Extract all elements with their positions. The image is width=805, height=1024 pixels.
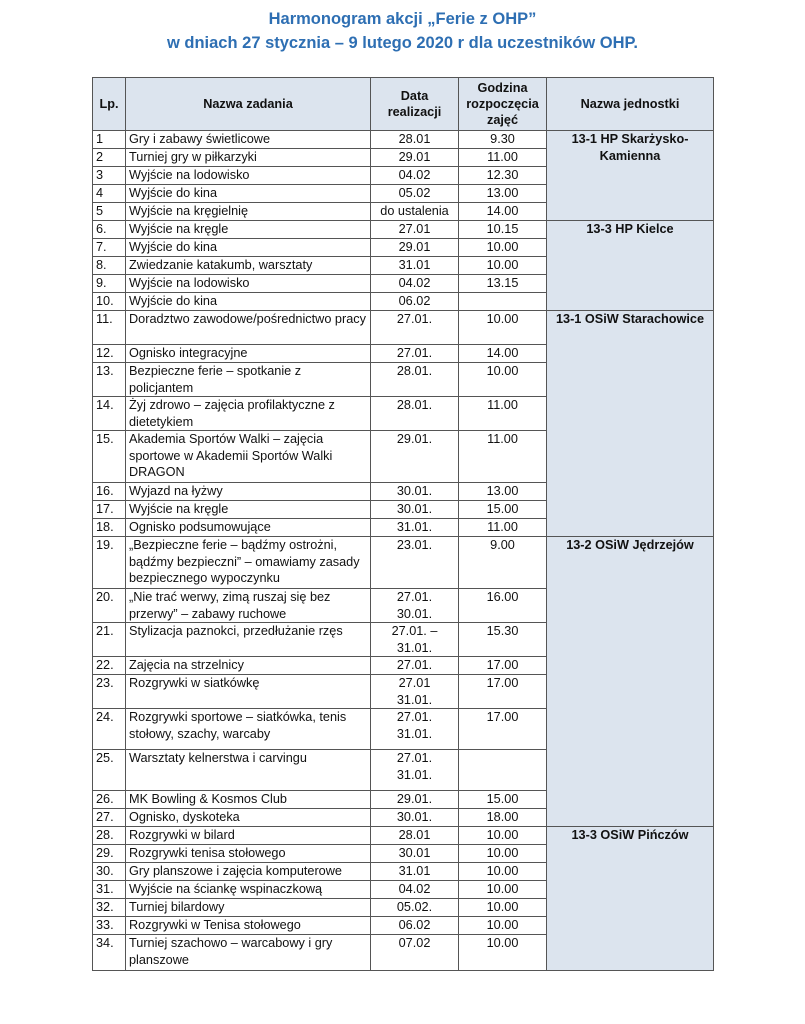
start-time: 16.00 <box>459 589 547 623</box>
start-time <box>459 293 547 311</box>
header-row <box>93 78 714 131</box>
schedule-table <box>92 77 714 971</box>
header-lp: Lp. <box>93 78 126 131</box>
task-name: Wyjście na kręgle <box>126 221 371 239</box>
document-title-line-2: w dniach 27 stycznia – 9 lutego 2020 r dla uczestników OHP. <box>166 34 639 52</box>
task-name: Wyjście do kina <box>126 185 371 203</box>
date: 28.01. <box>371 397 459 431</box>
start-time: 18.00 <box>459 809 547 827</box>
start-time: 17.00 <box>459 709 547 750</box>
row-number: 33. <box>93 917 126 935</box>
task-name: „Bezpieczne ferie – bądźmy ostrożni, bądźmy bezpieczni” – omawiamy zasady bezpiecznego wypoczynku <box>126 537 371 589</box>
unit-name: 13-1 OSiW Starachowice <box>547 311 714 537</box>
task-name: Żyj zdrowo – zajęcia profilaktyczne z dietetykiem <box>126 397 371 431</box>
date: 27.01. 30.01. <box>371 589 459 623</box>
date: 27.01 <box>371 221 459 239</box>
task-name: Stylizacja paznokci, przedłużanie rzęs <box>126 623 371 657</box>
date: 27.01. <box>371 345 459 363</box>
task-name: Turniej szachowo – warcabowy i gry planszowe <box>126 935 371 971</box>
start-time: 11.00 <box>459 149 547 167</box>
table-row <box>93 221 714 239</box>
start-time: 10.00 <box>459 311 547 345</box>
task-name: Warsztaty kelnerstwa i carvingu <box>126 750 371 791</box>
start-time: 10.00 <box>459 239 547 257</box>
start-time: 10.00 <box>459 881 547 899</box>
task-name: Doradztwo zawodowe/pośrednictwo pracy <box>126 311 371 345</box>
header-task-name: Nazwa zadania <box>126 78 371 131</box>
row-number: 15. <box>93 431 126 483</box>
row-number: 28. <box>93 827 126 845</box>
start-time: 15.00 <box>459 791 547 809</box>
table-row <box>93 827 714 845</box>
row-number: 4 <box>93 185 126 203</box>
start-time: 10.00 <box>459 863 547 881</box>
row-number: 30. <box>93 863 126 881</box>
task-name: „Nie trać werwy, zimą ruszaj się bez przerwy” – zabawy ruchowe <box>126 589 371 623</box>
task-name: MK Bowling & Kosmos Club <box>126 791 371 809</box>
task-name: Bezpieczne ferie – spotkanie z policjantem <box>126 363 371 397</box>
date: 30.01. <box>371 501 459 519</box>
task-name: Wyjście na lodowisko <box>126 167 371 185</box>
row-number: 23. <box>93 675 126 709</box>
task-name: Rozgrywki tenisa stołowego <box>126 845 371 863</box>
task-name: Wyjście do kina <box>126 239 371 257</box>
task-name: Turniej gry w piłkarzyki <box>126 149 371 167</box>
start-time: 10.00 <box>459 935 547 971</box>
task-name: Gry planszowe i zajęcia komputerowe <box>126 863 371 881</box>
start-time: 13.00 <box>459 483 547 501</box>
row-number: 3 <box>93 167 126 185</box>
date: do ustalenia <box>371 203 459 221</box>
start-time: 13.00 <box>459 185 547 203</box>
start-time: 9.30 <box>459 131 547 149</box>
row-number: 12. <box>93 345 126 363</box>
start-time: 11.00 <box>459 431 547 483</box>
task-name: Rozgrywki w siatkówkę <box>126 675 371 709</box>
start-time: 10.15 <box>459 221 547 239</box>
row-number: 16. <box>93 483 126 501</box>
row-number: 27. <box>93 809 126 827</box>
task-name: Rozgrywki w bilard <box>126 827 371 845</box>
date: 27.01. 31.01. <box>371 709 459 750</box>
date: 07.02 <box>371 935 459 971</box>
start-time: 13.15 <box>459 275 547 293</box>
date: 05.02 <box>371 185 459 203</box>
date: 30.01. <box>371 483 459 501</box>
task-name: Wyjście do kina <box>126 293 371 311</box>
start-time: 10.00 <box>459 257 547 275</box>
task-name: Zwiedzanie katakumb, warsztaty <box>126 257 371 275</box>
start-time: 10.00 <box>459 845 547 863</box>
start-time: 12.30 <box>459 167 547 185</box>
date: 06.02 <box>371 293 459 311</box>
table-row <box>93 131 714 149</box>
row-number: 21. <box>93 623 126 657</box>
date: 31.01. <box>371 519 459 537</box>
date: 04.02 <box>371 167 459 185</box>
header-start-time: Godzina rozpoczęcia zajęć <box>459 78 547 131</box>
start-time: 9.00 <box>459 537 547 589</box>
row-number: 8. <box>93 257 126 275</box>
task-name: Wyjście na ściankę wspinaczkową <box>126 881 371 899</box>
date: 04.02 <box>371 275 459 293</box>
row-number: 34. <box>93 935 126 971</box>
task-name: Akademia Sportów Walki – zajęcia sportowe w Akademii Sportów Walki DRAGON <box>126 431 371 483</box>
unit-name: 13-3 HP Kielce <box>547 221 714 311</box>
row-number: 11. <box>93 311 126 345</box>
date: 29.01. <box>371 791 459 809</box>
row-number: 10. <box>93 293 126 311</box>
start-time: 15.30 <box>459 623 547 657</box>
row-number: 13. <box>93 363 126 397</box>
row-number: 14. <box>93 397 126 431</box>
header-date: Data realizacji <box>371 78 459 131</box>
task-name: Gry i zabawy świetlicowe <box>126 131 371 149</box>
row-number: 31. <box>93 881 126 899</box>
task-name: Turniej bilardowy <box>126 899 371 917</box>
unit-name: 13-3 OSiW Pińczów <box>547 827 714 971</box>
start-time: 10.00 <box>459 899 547 917</box>
row-number: 5 <box>93 203 126 221</box>
row-number: 2 <box>93 149 126 167</box>
task-name: Rozgrywki w Tenisa stołowego <box>126 917 371 935</box>
start-time: 15.00 <box>459 501 547 519</box>
date: 30.01 <box>371 845 459 863</box>
row-number: 20. <box>93 589 126 623</box>
schedule-body <box>93 131 714 971</box>
date: 06.02 <box>371 917 459 935</box>
start-time: 17.00 <box>459 657 547 675</box>
date: 30.01. <box>371 809 459 827</box>
row-number: 7. <box>93 239 126 257</box>
row-number: 22. <box>93 657 126 675</box>
task-name: Wyjście na kręgielnię <box>126 203 371 221</box>
date: 31.01 <box>371 863 459 881</box>
date: 29.01 <box>371 239 459 257</box>
date: 27.01. <box>371 311 459 345</box>
task-name: Rozgrywki sportowe – siatkówka, tenis stołowy, szachy, warcaby <box>126 709 371 750</box>
date: 27.01. – 31.01. <box>371 623 459 657</box>
table-row <box>93 311 714 345</box>
date: 23.01. <box>371 537 459 589</box>
start-time <box>459 750 547 791</box>
start-time: 11.00 <box>459 519 547 537</box>
row-number: 17. <box>93 501 126 519</box>
date: 04.02 <box>371 881 459 899</box>
date: 27.01 31.01. <box>371 675 459 709</box>
date: 27.01. 31.01. <box>371 750 459 791</box>
date: 05.02. <box>371 899 459 917</box>
date: 28.01 <box>371 131 459 149</box>
row-number: 6. <box>93 221 126 239</box>
start-time: 14.00 <box>459 345 547 363</box>
row-number: 18. <box>93 519 126 537</box>
task-name: Wyjście na kręgle <box>126 501 371 519</box>
date: 28.01. <box>371 363 459 397</box>
row-number: 19. <box>93 537 126 589</box>
date: 31.01 <box>371 257 459 275</box>
row-number: 26. <box>93 791 126 809</box>
start-time: 14.00 <box>459 203 547 221</box>
unit-name: 13-1 HP Skarżysko-Kamienna <box>547 131 714 221</box>
task-name: Zajęcia na strzelnicy <box>126 657 371 675</box>
start-time: 11.00 <box>459 397 547 431</box>
row-number: 24. <box>93 709 126 750</box>
unit-name: 13-2 OSiW Jędrzejów <box>547 537 714 827</box>
date: 28.01 <box>371 827 459 845</box>
task-name: Wyjazd na łyżwy <box>126 483 371 501</box>
row-number: 1 <box>93 131 126 149</box>
start-time: 10.00 <box>459 917 547 935</box>
task-name: Wyjście na lodowisko <box>126 275 371 293</box>
date: 29.01 <box>371 149 459 167</box>
row-number: 9. <box>93 275 126 293</box>
header-unit-name: Nazwa jednostki <box>547 78 714 131</box>
start-time: 10.00 <box>459 827 547 845</box>
task-name: Ognisko integracyjne <box>126 345 371 363</box>
row-number: 25. <box>93 750 126 791</box>
table-row <box>93 537 714 589</box>
start-time: 10.00 <box>459 363 547 397</box>
task-name: Ognisko podsumowujące <box>126 519 371 537</box>
task-name: Ognisko, dyskoteka <box>126 809 371 827</box>
date: 27.01. <box>371 657 459 675</box>
document-title-line-1: Harmonogram akcji „Ferie z OHP” <box>268 10 537 28</box>
date: 29.01. <box>371 431 459 483</box>
start-time: 17.00 <box>459 675 547 709</box>
row-number: 32. <box>93 899 126 917</box>
row-number: 29. <box>93 845 126 863</box>
